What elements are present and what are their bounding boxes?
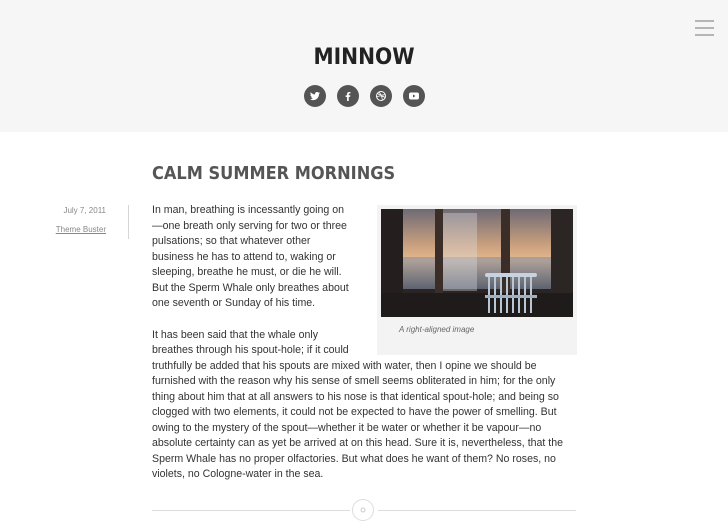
divider-line xyxy=(152,510,350,511)
hamburger-menu-icon[interactable] xyxy=(695,20,714,36)
facebook-icon[interactable] xyxy=(337,85,359,107)
image-caption: A right-aligned image xyxy=(399,325,475,334)
site-title[interactable]: MINNOW xyxy=(313,45,415,70)
dribbble-icon[interactable] xyxy=(370,85,392,107)
right-aligned-figure xyxy=(377,205,577,355)
permalink-icon[interactable] xyxy=(352,499,374,521)
post-author-link[interactable]: Theme Buster xyxy=(55,225,106,234)
post-paragraph: It has been said that the whale only breathes through his spout-hole; if it could truthfully be added that his spouts are mixed with water, then I opine we should be furnished with the reason why his sense of smell seems obliterated in him; for the only thing about him that at all answers to his nose is that identical spout-hole; and being so clogged with two elements, it could not be expected to have the power of smelling. But owing to the mystery of the spout—whether it be water or whether it be vapour—no absolute certainty can as yet be arrived at on this head. Sure it is, nevertheless, that the Sperm Whale has no proper olfactories. But what does he want of them? No roses, no violets, no Cologne-water in the sea. xyxy=(152,328,564,480)
site-header xyxy=(0,0,728,132)
twitter-icon[interactable] xyxy=(304,85,326,107)
post-divider xyxy=(152,498,576,522)
window-chair-photo xyxy=(381,209,573,317)
youtube-icon[interactable] xyxy=(403,85,425,107)
post-title[interactable]: CALM SUMMER MORNINGS xyxy=(152,163,396,184)
post-paragraph: In man, breathing is incessantly going on—one breath only serving for two or three pulsations; so that whatever other business he has to attend to, waking or sleeping, breathe he must, or die he will. But the Sperm Whale only breathes about one seventh or Sunday of his time. xyxy=(152,204,349,309)
post-meta xyxy=(30,205,129,239)
post-date[interactable]: July 7, 2011 xyxy=(63,206,106,215)
social-links xyxy=(0,85,728,107)
divider-line xyxy=(378,510,576,511)
